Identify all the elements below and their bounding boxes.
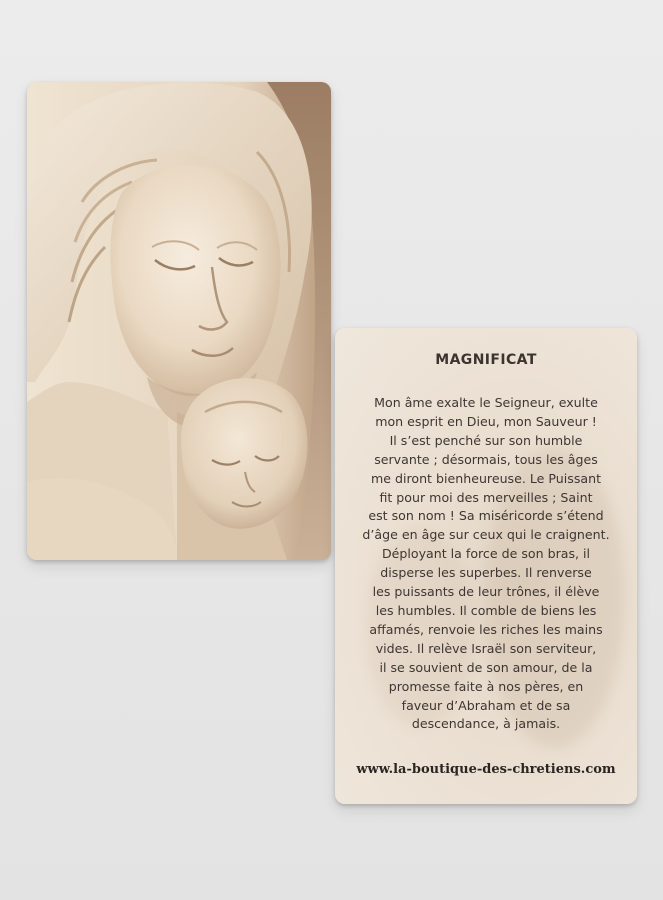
madonna-and-child-sculpture-icon (27, 82, 331, 560)
prayer-line: disperse les superbes. Il renverse (380, 565, 592, 581)
prayer-line: faveur d’Abraham et de sa (401, 697, 571, 713)
prayer-line: promesse faite à nos pères, en (388, 678, 584, 694)
prayer-line: mon esprit en Dieu, mon Sauveur ! (375, 413, 597, 429)
prayer-line: descendance, à jamais. (411, 716, 561, 732)
card-title: MAGNIFICAT (435, 352, 537, 368)
prayer-line: les puissants de leur trônes, il élève (372, 584, 600, 600)
prayer-line: servante ; désormais, tous les âges (374, 451, 598, 467)
prayer-line: Il s’est penché sur son humble (389, 432, 583, 448)
prayer-line: d’âge en âge sur ceux qui le craignent. (362, 527, 610, 543)
front-card (27, 82, 331, 560)
prayer-line: affamés, renvoie les riches les mains (369, 621, 603, 637)
prayer-line: il se souvient de son amour, de la (379, 659, 593, 675)
prayer-line: me diront bienheureuse. Le Puissant (370, 470, 602, 486)
prayer-line: est son nom ! Sa miséricorde s’étend (368, 508, 604, 524)
prayer-text (347, 394, 625, 734)
prayer-line: les humbles. Il comble de biens les (375, 602, 597, 618)
prayer-line: Mon âme exalte le Seigneur, exulte (374, 395, 598, 410)
prayer-line: vides. Il relève Israël son serviteur, (375, 640, 597, 656)
prayer-line: fit pour moi des merveilles ; Saint (379, 489, 593, 505)
prayer-line: Déployant la force de son bras, il (381, 546, 591, 562)
back-card (335, 328, 637, 804)
website-url: www.la-boutique-des-chretiens.com (356, 762, 616, 777)
